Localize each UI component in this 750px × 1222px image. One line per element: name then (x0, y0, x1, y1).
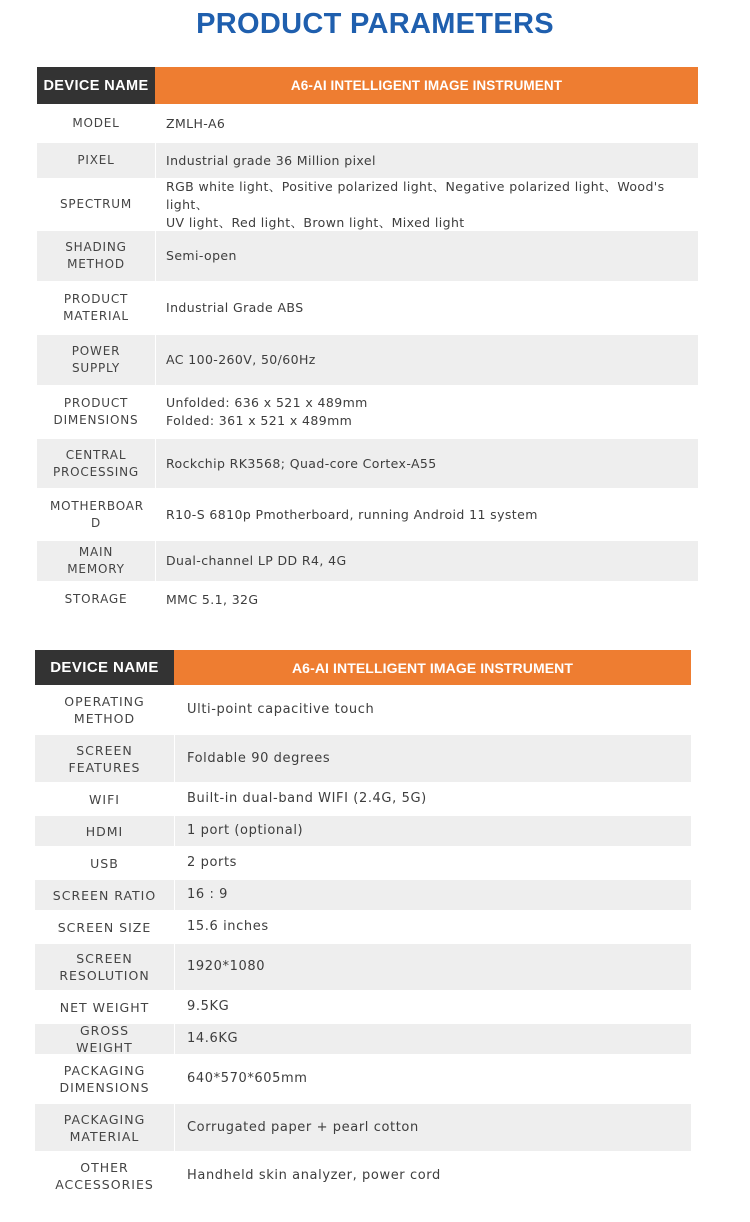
row-value-line: Built-in dual-band WIFI (2.4G, 5G) (187, 791, 427, 806)
row-value-line: Ulti-point capacitive touch (187, 702, 375, 717)
table-row (37, 333, 698, 385)
row-label: SCREEN RATIO (52, 887, 157, 903)
row-value-line: Industrial Grade ABS (166, 300, 304, 315)
row-value-line: MMC 5.1, 32G (166, 591, 259, 607)
table-row (35, 910, 691, 942)
table-header (37, 67, 698, 104)
row-value (155, 283, 698, 333)
row-label: PRODUCT MATERIAL (63, 292, 129, 323)
row-label: USB (90, 855, 119, 871)
table-row (35, 1102, 691, 1151)
row-label: WIFI (89, 791, 120, 807)
table-row (35, 733, 691, 782)
table-row (37, 437, 698, 488)
row-label: POWER SUPPLY (71, 344, 121, 375)
row-value (155, 490, 698, 539)
row-value (155, 387, 698, 437)
row-value (174, 784, 691, 814)
table-row (37, 178, 698, 229)
row-label: SCREEN FEATURES (68, 742, 141, 775)
row-value (174, 848, 691, 878)
table-row (37, 488, 698, 539)
row-value-line: Corrugated paper + pearl cotton (187, 1119, 419, 1135)
spec-table-2 (35, 650, 691, 1199)
table-row (35, 990, 691, 1022)
row-label: PACKAGING DIMENSIONS (59, 1063, 150, 1095)
row-label: OTHER ACCESSORIES (55, 1160, 154, 1192)
table-row (35, 1151, 691, 1199)
row-label: NET WEIGHT (59, 999, 150, 1015)
row-value (174, 1104, 691, 1151)
row-value (155, 335, 698, 385)
table-row (35, 1054, 691, 1102)
row-value-line: AC 100-260V, 50/60Hz (166, 352, 316, 367)
row-value (174, 1153, 691, 1199)
header-device-name: DEVICE NAME (35, 650, 174, 685)
row-label: SHADING METHOD (65, 240, 127, 271)
table-row (35, 878, 691, 910)
row-value-line: 16 : 9 (187, 887, 229, 902)
table-row (37, 385, 698, 437)
row-value (174, 944, 691, 990)
table-row (37, 104, 698, 141)
table-row (37, 229, 698, 281)
row-value-line: 1 port (optional) (187, 823, 304, 838)
row-label: MAIN MEMORY (67, 545, 125, 576)
row-label: SPECTRUM (59, 197, 133, 211)
row-value (174, 735, 691, 782)
row-value (155, 106, 698, 141)
row-label: MODEL (72, 116, 120, 130)
row-value (155, 180, 698, 229)
row-value-line: Industrial grade 36 Million pixel (166, 152, 376, 168)
row-value-line: UV light、Red light、Brown light、Mixed light (166, 214, 465, 230)
row-value-line: Dual-channel LP DD R4, 4G (166, 553, 347, 568)
row-label: HDMI (85, 823, 124, 839)
row-value-line: RGB white light、Positive polarized light、Negative polarized light、Wood's light、 (166, 178, 665, 212)
row-value (155, 439, 698, 488)
row-label: MOTHERBOAR D (50, 498, 144, 530)
row-value-line: ZMLH-A6 (166, 115, 226, 131)
header-device-name: DEVICE NAME (37, 67, 155, 104)
row-label: GROSS WEIGHT (76, 1023, 133, 1055)
row-value-line: R10-S 6810p Pmotherboard, running Android 11 system (166, 506, 538, 522)
row-label: PACKAGING MATERIAL (63, 1111, 146, 1144)
row-value-line: 9.5KG (187, 999, 230, 1014)
row-label: SCREEN SIZE (57, 919, 152, 935)
table-row (35, 1022, 691, 1054)
page-title: PRODUCT PARAMETERS (196, 8, 554, 40)
table-row (37, 581, 698, 616)
row-value (155, 143, 698, 178)
table-row (35, 814, 691, 846)
row-value (174, 1024, 691, 1054)
row-value-line: Folded: 361 x 521 x 489mm (166, 413, 353, 428)
table-row (35, 942, 691, 990)
row-value (155, 541, 698, 581)
row-value-line: Semi-open (166, 248, 237, 263)
row-value (174, 816, 691, 846)
row-label: STORAGE (64, 592, 128, 606)
row-value (174, 992, 691, 1022)
table-row (35, 782, 691, 814)
row-label: PRODUCT DIMENSIONS (53, 396, 139, 427)
table-row (35, 685, 691, 733)
row-value-line: Foldable 90 degrees (187, 750, 331, 766)
row-value (155, 583, 698, 616)
table-row (37, 141, 698, 178)
row-value (174, 912, 691, 942)
row-value (155, 231, 698, 281)
row-value (174, 880, 691, 910)
row-label: SCREEN RESOLUTION (59, 951, 150, 983)
row-value-line: Rockchip RK3568; Quad-core Cortex-A55 (166, 455, 437, 471)
row-value-line: 1920*1080 (187, 959, 266, 974)
row-label: OPERATING METHOD (64, 694, 145, 726)
row-label: PIXEL (77, 153, 115, 167)
header-product-name: A6-AI INTELLIGENT IMAGE INSTRUMENT (174, 650, 691, 685)
row-value-line: 2 ports (187, 855, 238, 870)
row-value-line: 640*570*605mm (187, 1071, 308, 1086)
spec-table-1 (37, 67, 698, 616)
header-product-name: A6-AI INTELLIGENT IMAGE INSTRUMENT (155, 67, 698, 104)
row-value (174, 687, 691, 733)
row-value-line: 14.6KG (187, 1031, 239, 1046)
table-row (37, 281, 698, 333)
table-row (37, 539, 698, 581)
row-value-line: Unfolded: 636 x 521 x 489mm (166, 395, 368, 410)
row-value (174, 1056, 691, 1102)
table-header (35, 650, 691, 685)
table-row (35, 846, 691, 878)
row-label: CENTRAL PROCESSING (52, 447, 140, 479)
row-value-line: Handheld skin analyzer, power cord (187, 1168, 441, 1183)
row-value-line: 15.6 inches (187, 919, 269, 934)
